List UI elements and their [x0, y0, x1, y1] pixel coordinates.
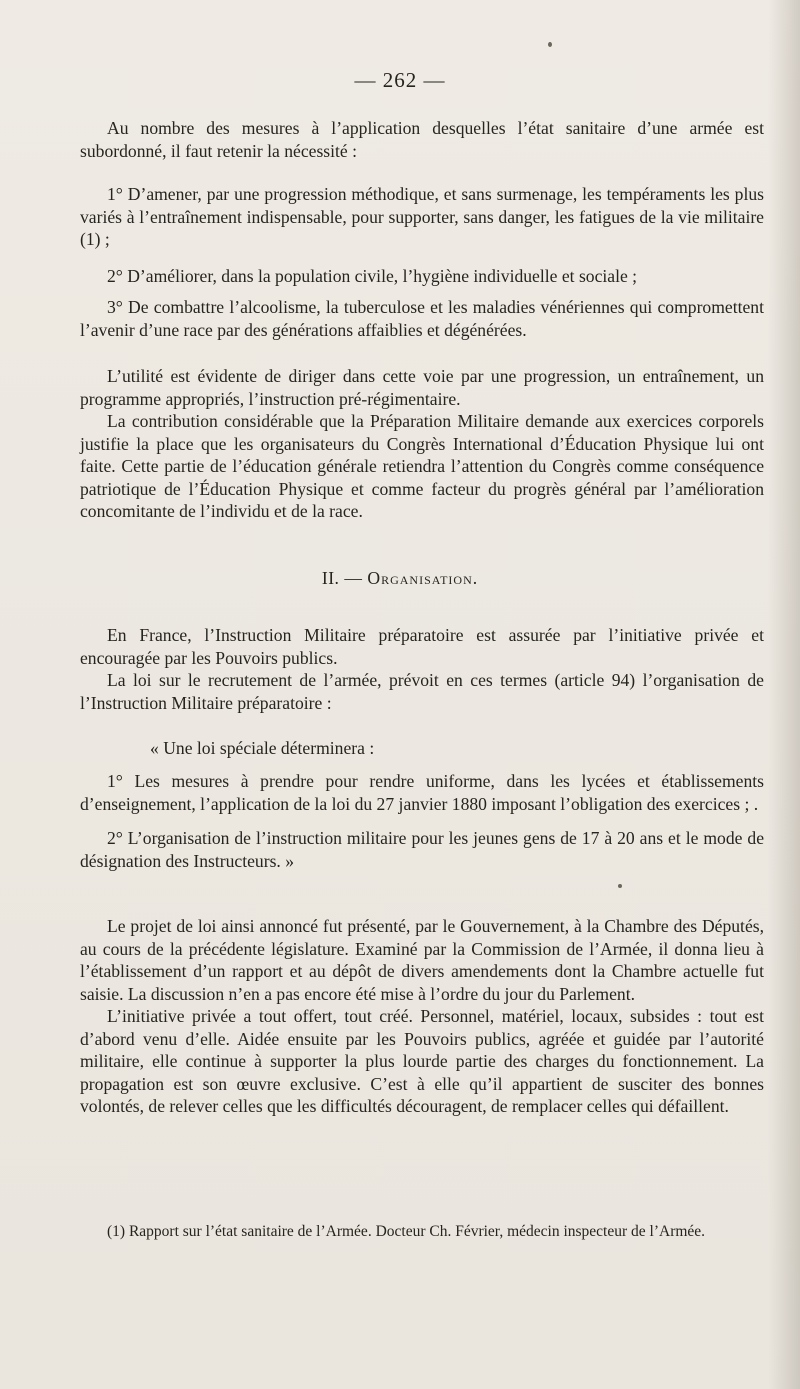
- section-heading: [0, 568, 800, 589]
- quote-item-block-1: [80, 770, 764, 815]
- necessities-list-3: [80, 296, 764, 341]
- closing-paragraph-2: L’initiative privée a tout offert, tout créé. Personnel, matériel, locaux, subsides : tout est d’abord venu d’elle. Aidée ensuite par les Pouvoirs publics, agréée et guidée par l’autorité militaire, elle continue à supporter la plus lourde partie des charges du fonctionnement. La propagation est son œuvre exclusive. C’est à elle qu’il appartient de susciter des bonnes volontés, de relever celles que les difficultés découragent, de remplacer celles qui défaillent.: [80, 1006, 764, 1116]
- quote-intro-block: [80, 737, 764, 760]
- footnote-block: [80, 1222, 764, 1242]
- quote-item-2: 2° L’organisation de l’instruction militaire pour les jeunes gens de 17 à 20 ans et le mode de désignation des Instructeurs. »: [80, 828, 764, 871]
- footnote: (1) Rapport sur l’état sanitaire de l’Armée. Docteur Ch. Février, médecin inspecteur de l’Armée.: [107, 1223, 706, 1240]
- quote-intro: « Une loi spéciale déterminera :: [150, 738, 375, 758]
- page-number: — 262 —: [354, 68, 446, 92]
- organisation-paragraph-1: En France, l’Instruction Militaire préparatoire est assurée par l’initiative privée et encouragée par les Pouvoirs publics.: [80, 625, 764, 668]
- necessities-list-2: [80, 265, 764, 288]
- intro-block: [80, 117, 764, 162]
- section-number: II. —: [321, 568, 368, 588]
- quote-item-1: 1° Les mesures à prendre pour rendre uniforme, dans les lycées et établissements d’enseignement, l’application de la loi du 27 janvier 1880 imposant l’obligation des exercices ; .: [80, 771, 764, 814]
- intro-paragraph: Au nombre des mesures à l’application desquelles l’état sanitaire d’une armée est subordonné, il faut retenir la nécessité :: [80, 118, 764, 161]
- closing-block: [80, 915, 764, 1118]
- utility-block: [80, 365, 764, 523]
- necessities-list: [80, 183, 764, 251]
- scan-speck: [618, 884, 622, 888]
- necessity-item-3: 3° De combattre l’alcoolisme, la tuberculose et les maladies vénériennes qui compromettent l’avenir d’une race par des générations affaiblies et dégénérées.: [80, 297, 764, 340]
- closing-paragraph-1: Le projet de loi ainsi annoncé fut présenté, par le Gouvernement, à la Chambre des Députés, au cours de la précédente législature. Examiné par la Commission de l’Armée, il donna lieu à l’établissement d’un rapport et au dépôt de divers amendements dont la Chambre actuelle fut saisie. La discussion n’en a pas encore été mise à l’ordre du jour du Parlement.: [80, 916, 764, 1004]
- section-title: Organisation.: [367, 568, 479, 588]
- necessity-item-2: 2° D’améliorer, dans la population civile, l’hygiène individuelle et sociale ;: [107, 266, 638, 286]
- scan-speck: [548, 42, 552, 47]
- necessity-item-1: 1° D’amener, par une progression méthodique, et sans surmenage, les tempéraments les plus variés à l’entraînement indispensable, pour supporter, sans danger, les fatigues de la vie militaire (1) ;: [80, 184, 764, 249]
- quote-item-block-2: [80, 827, 764, 872]
- organisation-block: [80, 624, 764, 714]
- utility-paragraph-1: L’utilité est évidente de diriger dans cette voie par une progression, un entraînement, un programme appropriés, l’instruction pré-régimentaire.: [80, 366, 764, 409]
- organisation-paragraph-2: La loi sur le recrutement de l’armée, prévoit en ces termes (article 94) l’organisation de l’Instruction Militaire préparatoire :: [80, 670, 764, 713]
- utility-paragraph-2: La contribution considérable que la Préparation Militaire demande aux exercices corporels justifie la place que les organisateurs du Congrès International d’Éducation Physique lui ont faite. Cette partie de l’éducation générale retiendra l’attention du Congrès comme conséquence patriotique de l’Éducation Physique et comme facteur du progrès général par l’amélioration concomitante de l’individu et de la race.: [80, 411, 764, 521]
